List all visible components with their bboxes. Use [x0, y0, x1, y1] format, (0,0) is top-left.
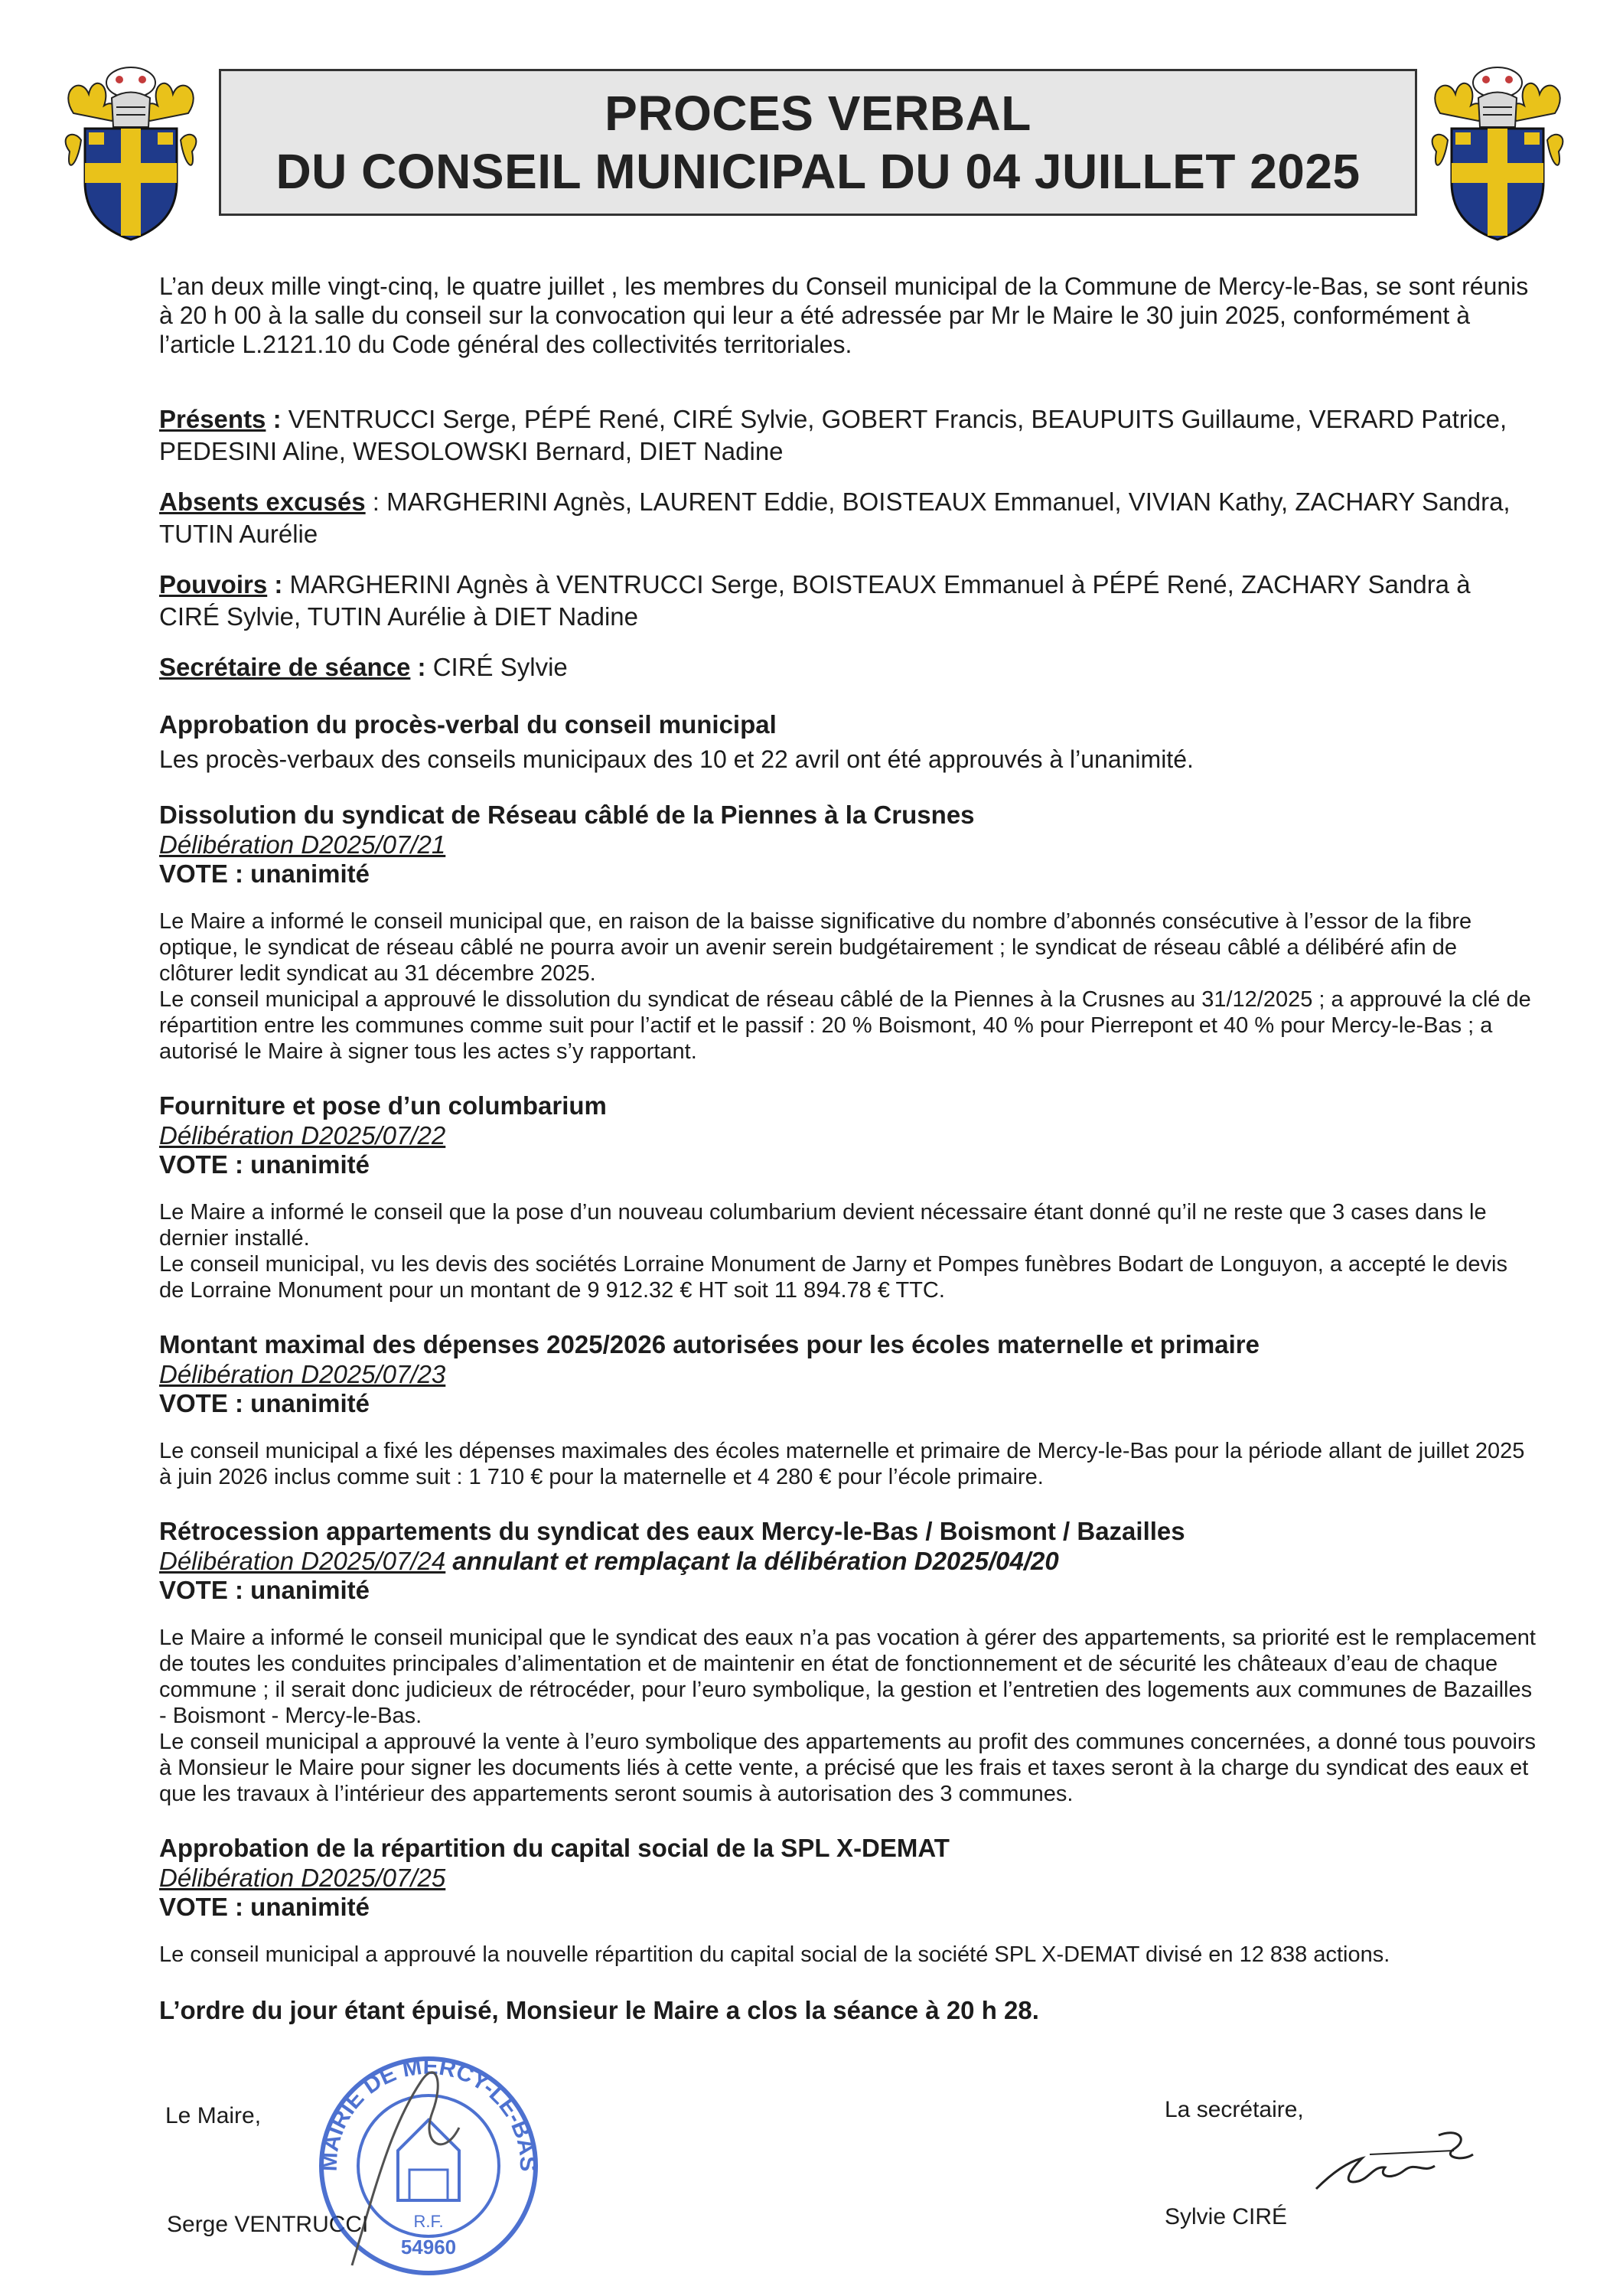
vote-result: VOTE : unanimité: [159, 1150, 370, 1179]
document-body: [159, 272, 1537, 2026]
section-dissolution: [159, 800, 1537, 1065]
coat-of-arms-icon: [58, 60, 204, 243]
absents-label: Absents excusés: [159, 488, 366, 516]
deliberation-ref: Délibération D2025/07/22: [159, 1121, 446, 1150]
presents-label: Présents: [159, 405, 266, 433]
secretaire-name: Sylvie CIRÉ: [1165, 2204, 1288, 2229]
svg-text:MAIRIE DE MERCY-LE-BAS: [317, 2054, 541, 2172]
stamp-rf: R.F.: [413, 2212, 444, 2231]
stamp-text: MAIRIE DE MERCY-LE-BAS: [316, 2053, 541, 2172]
presents-line: Présents : VENTRUCCI Serge, PÉPÉ René, CIRÉ Sylvie, GOBERT Francis, BEAUPUITS Guillaume, VERARD Patrice, PEDESINI Aline, WESOLOWSKI Bernard, DIET Nadine: [159, 405, 1507, 465]
section-paragraph: Le conseil municipal a approuvé la nouvelle répartition du capital social de la société SPL X-DEMAT divisé en 12 838 actions.: [159, 1942, 1390, 1967]
deliberation-ref: Délibération D2025/07/24 annulant et remplaçant la délibération D2025/04/20: [159, 1547, 1059, 1575]
secretaire-signature-icon: [1301, 2120, 1484, 2204]
closing-statement: L’ordre du jour étant épuisé, Monsieur le Maire a clos la séance à 20 h 28.: [159, 1996, 1039, 2024]
title-line-1: PROCES VERBAL: [605, 86, 1031, 141]
section-title: Fourniture et pose d’un columbarium: [159, 1091, 607, 1120]
pouvoirs-line: Pouvoirs : MARGHERINI Agnès à VENTRUCCI Serge, BOISTEAUX Emmanuel à PÉPÉ René, ZACHARY Sandra à CIRÉ Sylvie, TUTIN Aurélie à DIET Nadine: [159, 570, 1471, 631]
vote-result: VOTE : unanimité: [159, 1576, 370, 1604]
maire-name: Serge VENTRUCCI: [167, 2212, 369, 2237]
secretaire-label: Secrétaire de séance: [159, 653, 411, 681]
absents-line: Absents excusés : MARGHERINI Agnès, LAURENT Eddie, BOISTEAUX Emmanuel, VIVIAN Kathy, ZACHARY Sandra, TUTIN Aurélie: [159, 488, 1511, 548]
presents-text: VENTRUCCI Serge, PÉPÉ René, CIRÉ Sylvie, GOBERT Francis, BEAUPUITS Guillaume, VERARD Patrice, PEDESINI Aline, WESOLOWSKI Bernard, DIET Nadine: [159, 405, 1507, 465]
stamp-code: 54960: [400, 2236, 457, 2258]
pouvoirs-label: Pouvoirs: [159, 570, 268, 598]
section-approbation: [159, 709, 1537, 774]
title-box: [219, 69, 1417, 216]
title-line-2: DU CONSEIL MUNICIPAL DU 04 JUILLET 2025: [275, 144, 1361, 199]
section-text: Les procès-verbaux des conseils municipaux des 10 et 22 avril ont été approuvés à l’unanimité.: [159, 745, 1194, 773]
secretaire-label: La secrétaire,: [1165, 2097, 1304, 2122]
deliberation-ref: Délibération D2025/07/25: [159, 1864, 446, 1892]
section-title: Rétrocession appartements du syndicat des eaux Mercy-le-Bas / Boismont / Bazailles: [159, 1517, 1185, 1545]
document-header: [0, 0, 1623, 245]
coat-of-arms-icon: [1425, 60, 1570, 243]
intro-paragraph: L’an deux mille vingt-cinq, le quatre juillet , les membres du Conseil municipal de la Commune de Mercy-le-Bas, se sont réunis à 20 h 00 à la salle du conseil sur la convocation qui leur a été adressée par Mr le Maire le 30 juin 2025, conformément à l’article L.2121.10 du Code général des collectivités territoriales.: [159, 272, 1529, 358]
section-paragraph: Le Maire a informé le conseil que la pose d’un nouveau columbarium devient nécessaire étant donné qu’il ne reste que 3 cases dans le dernier installé. Le conseil municipal, vu les devis des sociétés Lorraine Monument de Jarny et Pompes funèbres Bodart de Longuyon, a accepté le devis de Lorraine Monument pour un montant de 9 912.32 € HT soit 11 894.78 € TTC.: [159, 1200, 1507, 1303]
mairie-stamp-icon: [306, 2036, 551, 2281]
section-title: Montant maximal des dépenses 2025/2026 autorisées pour les écoles maternelle et primaire: [159, 1330, 1260, 1358]
secretaire-line: Secrétaire de séance : CIRÉ Sylvie: [159, 653, 568, 681]
section-paragraph: Le Maire a informé le conseil municipal que le syndicat des eaux n’a pas vocation à gérer des appartements, sa priorité est le remplacement de toutes les conduites principales d’alimentation et de maintenir en état de fonctionnement et de sécurité les châteaux d’eau de chaque commune ; il serait donc judicieux de rétrocéder, pour l’euro symbolique, la gestion et l’entretien des logements aux communes de Bazailles - Boismont - Mercy-le-Bas. Le conseil municipal a approuvé la vente à l’euro symbolique des appartements au profit des communes concernées, a donné tous pouvoirs à Monsieur le Maire pour signer les documents liés à cette vente, a précisé que les frais et taxes seront à la charge du syndicat des eaux et que les travaux à l’intérieur des appartements seront soumis à autorisation des 3 communes.: [159, 1626, 1537, 1806]
section-paragraph: Le Maire a informé le conseil municipal que, en raison de la baisse significative du nombre d’abonnés consécutive à l’essor de la fibre optique, le syndicat de réseau câblé ne pourra avoir un avenir serein budgétairement ; le syndicat de réseau câblé a délibéré afin de clôturer ledit syndicat au 31 décembre 2025. Le conseil municipal a approuvé le dissolution du syndicat de réseau câblé de la Piennes à la Crusnes au 31/12/2025 ; a approuvé la clé de répartition entre les communes comme suit pour l’actif et le passif : 20 % Boismont, 40 % pour Pierrepont et 40 % pour Mercy-le-Bas ; a autorisé le Maire à signer tous les actes s’y rapportant.: [159, 909, 1531, 1064]
section-ecoles: [159, 1329, 1537, 1490]
pouvoirs-text: MARGHERINI Agnès à VENTRUCCI Serge, BOISTEAUX Emmanuel à PÉPÉ René, ZACHARY Sandra à CIRÉ Sylvie, TUTIN Aurélie à DIET Nadine: [159, 570, 1471, 631]
section-spl-xdemat: [159, 1833, 1537, 1968]
deliberation-ref: Délibération D2025/07/23: [159, 1360, 446, 1388]
deliberation-ref: Délibération D2025/07/21: [159, 830, 446, 859]
vote-result: VOTE : unanimité: [159, 1389, 370, 1417]
section-title: Approbation de la répartition du capital social de la SPL X-DEMAT: [159, 1834, 950, 1862]
vote-result: VOTE : unanimité: [159, 859, 370, 888]
maire-label: Le Maire,: [165, 2103, 262, 2128]
section-title: Approbation du procès-verbal du conseil municipal: [159, 710, 777, 739]
section-columbarium: [159, 1091, 1537, 1303]
section-title: Dissolution du syndicat de Réseau câblé de la Piennes à la Crusnes: [159, 801, 975, 829]
vote-result: VOTE : unanimité: [159, 1893, 370, 1921]
section-paragraph: Le conseil municipal a fixé les dépenses maximales des écoles maternelle et primaire de Mercy-le-Bas pour la période allant de juillet 2025 à juin 2026 inclus comme suit : 1 710 € pour la maternelle et 4 280 € pour l’école primaire.: [159, 1439, 1525, 1489]
secretaire-text: CIRÉ Sylvie: [432, 653, 568, 681]
absents-text: MARGHERINI Agnès, LAURENT Eddie, BOISTEAUX Emmanuel, VIVIAN Kathy, ZACHARY Sandra, TUTIN Aurélie: [159, 488, 1511, 548]
section-retrocession: [159, 1516, 1537, 1807]
